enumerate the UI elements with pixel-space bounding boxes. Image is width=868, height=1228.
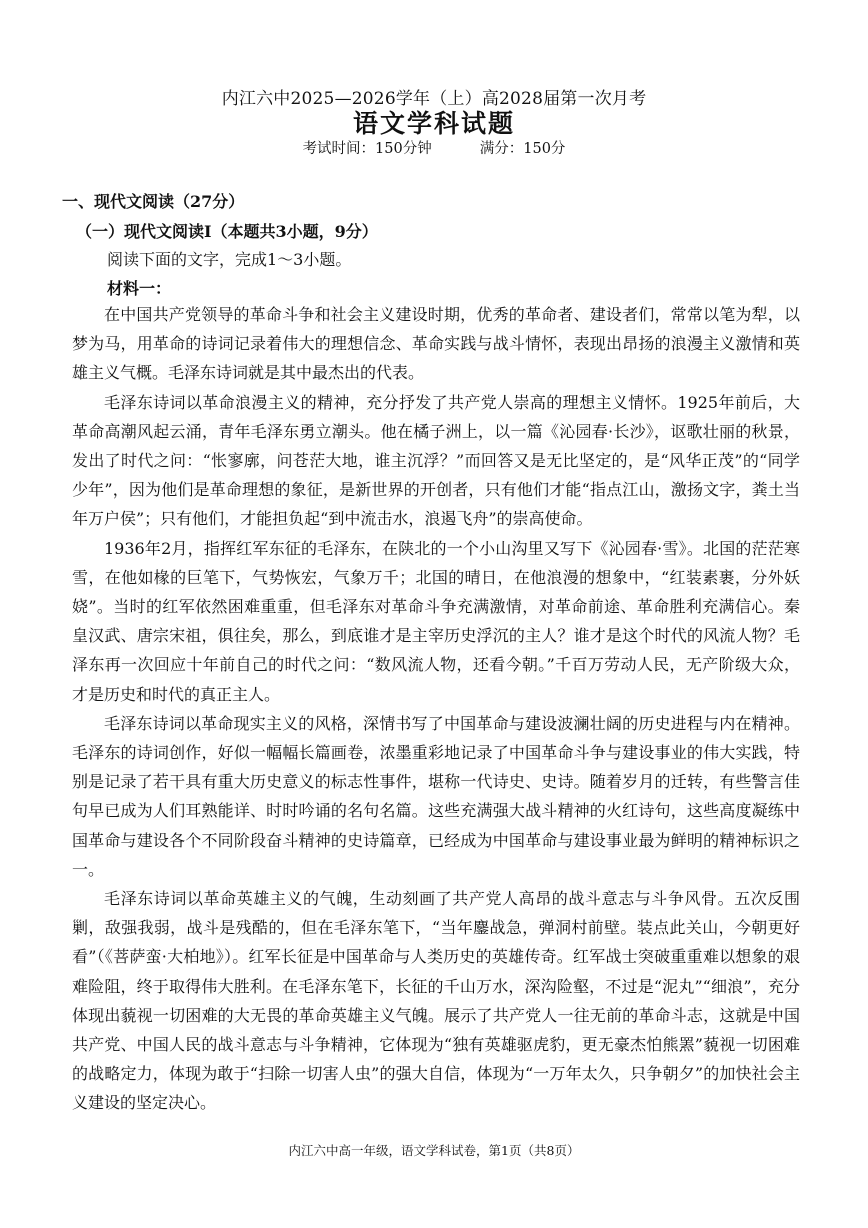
sub-section-heading: （一）现代文阅读Ⅰ（本题共3小题，9分） [76,222,378,241]
passage-paragraph: 毛泽东诗词以革命浪漫主义的精神，充分抒发了共产党人崇高的理想主义情怀。1925年前后，大革命高潮风起云涌，青年毛泽东勇立潮头。他在橘子洲上，以一篇《沁园春·长沙》，讴歌壮丽的秋景，发出了时代之问：“怅寥廓，问苍茫大地，谁主沉浮？”而回答又是无比坚定的，是“风华正茂”的“同学少年”，因为他们是革命理想的象征，是新世界的开创者，只有他们才能“指点江山，激扬文字，粪土当年万户侯”；只有他们，才能担负起“到中流击水，浪遏飞舟”的崇高使命。 [72,392,800,529]
passage-paragraph: 毛泽东诗词以革命英雄主义的气魄，生动刻画了共产党人高昂的战斗意志与斗争风骨。五次反围剿，敌强我弱，战斗是残酷的，但在毛泽东笔下，“当年鏖战急，弹洞村前壁。装点此关山，今朝更好看”（《菩萨蛮·大柏地》）。红军长征是中国革命与人类历史的英雄传奇。红军战士突破重重难以想象的艰难险阻，终于取得伟大胜利。在毛泽东笔下，长征的千山万水，深沟险壑，不过是“泥丸”“细浪”，充分体现出藐视一切困难的大无畏的革命英雄主义气魄。展示了共产党人一往无前的革命斗志，这就是中国共产党、中国人民的战斗意志与斗争精神，它体现为“独有英雄驱虎豹，更无豪杰怕熊罴”藐视一切困难的战略定力，体现为敢于“扫除一切害人虫”的强大自信，体现为“一万年太久，只争朝夕”的加快社会主义建设的坚定决心。 [72,889,800,1113]
passage-paragraph: 在中国共产党领导的革命斗争和社会主义建设时期，优秀的革命者、建设者们，常常以笔为犁，以梦为马，用革命的诗词记录着伟大的理想信念、革命实践与战斗情怀，表现出昂扬的浪漫主义激情和英雄主义气概。毛泽东诗词就是其中最杰出的代表。 [72,305,800,383]
full-score: 满分：150分 [479,141,566,157]
reading-passage [72,300,800,1118]
exam-info-line [0,137,868,158]
subject-title: 语文学科试题 [352,109,515,138]
passage-paragraph: 毛泽东诗词以革命现实主义的风格，深情书写了中国革命与建设波澜壮阔的历史进程与内在精神。毛泽东的诗词创作，好似一幅幅长篇画卷，浓墨重彩地记录了中国革命斗争与建设事业的伟大实践，特别是记录了若干具有重大历史意义的标志性事件，堪称一代诗史、史诗。随着岁月的迁转，有些警言佳句早已成为人们耳熟能详、时时吟诵的名句名篇。这些充满强大战斗精神的火红诗句，这些高度凝练中国革命与建设各个不同阶段奋斗精神的史诗篇章，已经成为中国革命与建设事业最为鲜明的精神标识之一。 [72,713,800,879]
section-heading: 一、现代文阅读（27分） [62,192,245,211]
page-footer: 内江六中高一年级，语文学科试卷，第1页（共8页） [288,1143,580,1158]
passage-paragraph: 1936年2月，指挥红军东征的毛泽东，在陕北的一个小山沟里又写下《沁园春·雪》。北国的茫茫寒雪，在他如椽的巨笔下，气势恢宏，气象万千；北国的晴日，在他浪漫的想象中，“红装素裹，分外妖娆”。当时的红军依然困难重重，但毛泽东对革命斗争充满激情，对革命前途、革命胜利充满信心。秦皇汉武、唐宗宋祖，俱往矣，那么，到底谁才是主宰历史浮沉的主人？谁才是这个时代的风流人物？毛泽东再一次回应十年前自己的时代之问：“数风流人物，还看今朝。”千百万劳动人民，无产阶级大众，才是历史和时代的真正主人。 [72,538,800,704]
reading-instruction: 阅读下面的文字，完成1～3小题。 [107,250,352,269]
material-label: 材料一： [107,279,172,298]
exam-time: 考试时间：150分钟 [302,141,432,157]
exam-title: 内江六中2025—2026学年（上）高2028届第一次月考 [221,89,647,109]
